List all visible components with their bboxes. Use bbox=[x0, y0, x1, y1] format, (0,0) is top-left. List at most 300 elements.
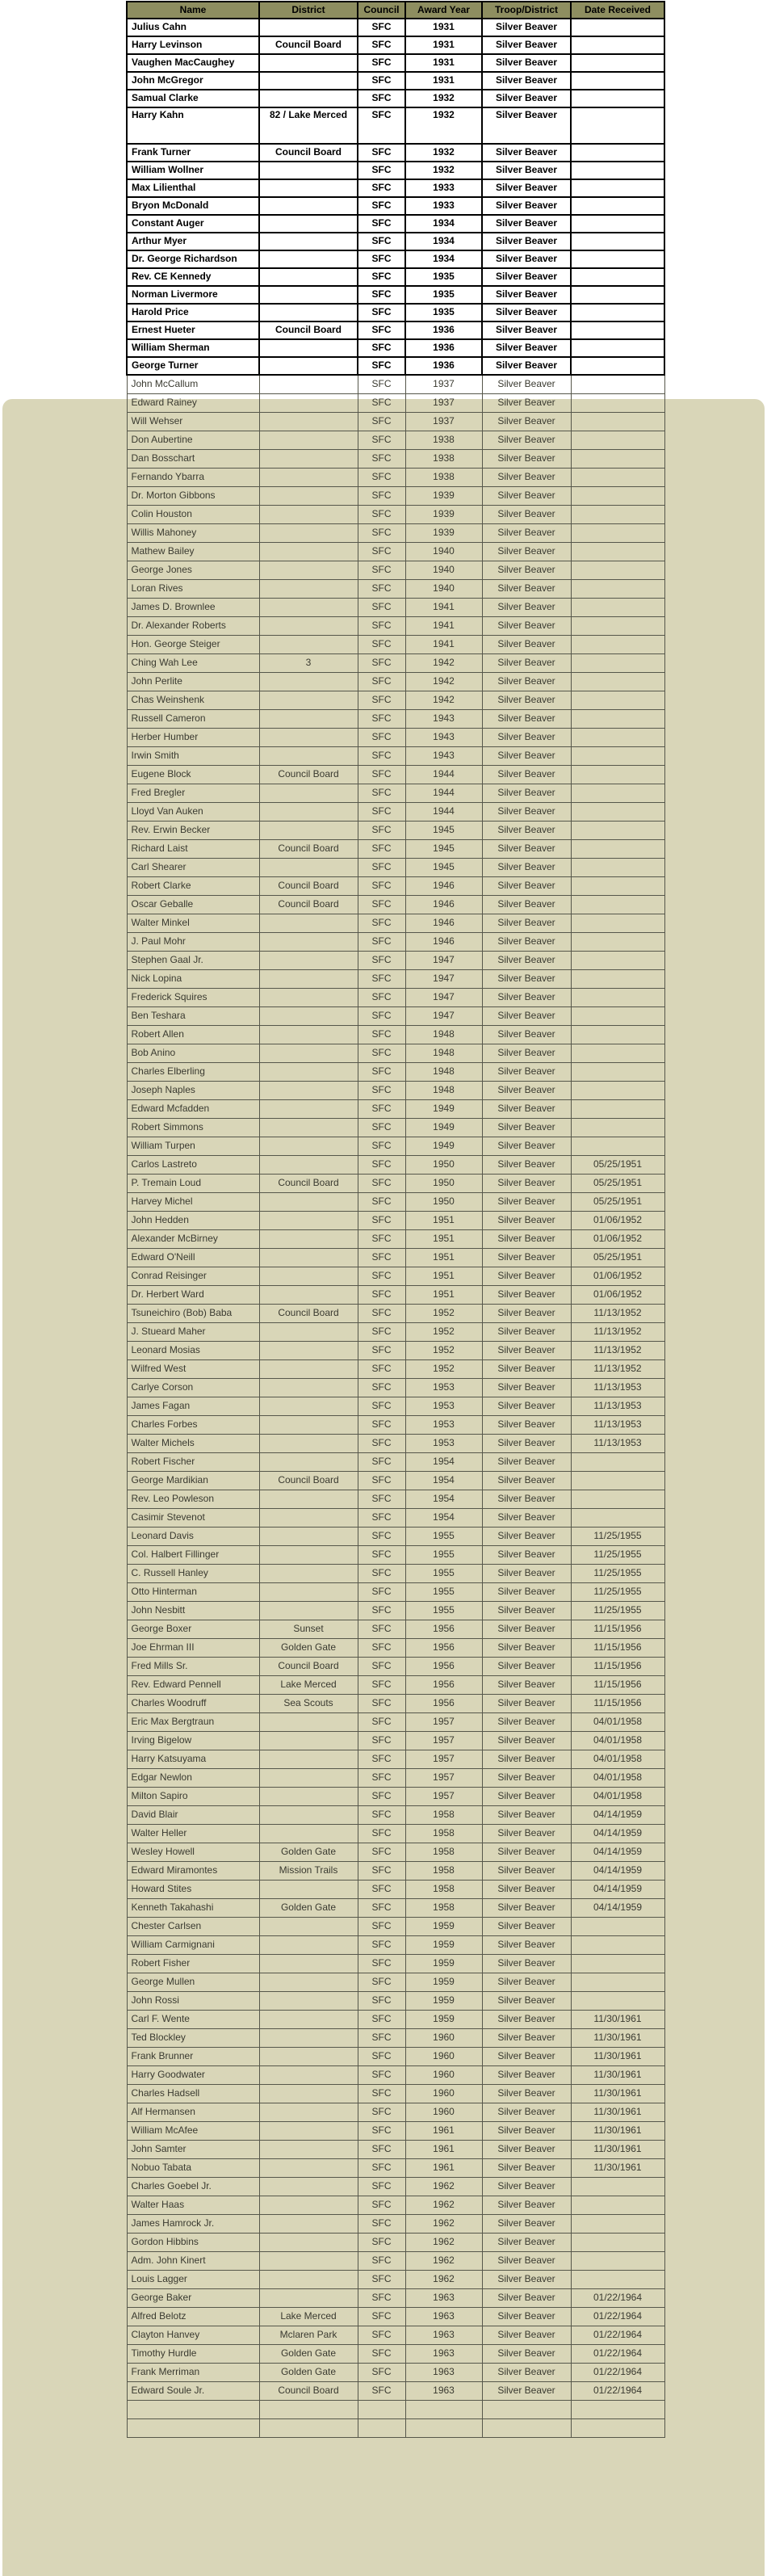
table-row bbox=[127, 1546, 664, 1565]
cell-district: Council Board bbox=[259, 896, 358, 914]
cell-date-received: 01/22/1964 bbox=[571, 2345, 664, 2364]
cell-date-received: 11/30/1961 bbox=[571, 2029, 664, 2048]
cell-award-year: 1957 bbox=[405, 1769, 482, 1788]
cell-troop-district: Silver Beaver bbox=[482, 1305, 571, 1323]
cell-date-received bbox=[571, 636, 664, 654]
cell-date-received: 11/25/1955 bbox=[571, 1528, 664, 1546]
cell-council: SFC bbox=[358, 1658, 405, 1676]
cell-council: SFC bbox=[358, 2252, 405, 2271]
cell-troop-district: Silver Beaver bbox=[482, 2141, 571, 2159]
cell-troop-district: Silver Beaver bbox=[482, 970, 571, 989]
cell-award-year: 1947 bbox=[405, 970, 482, 989]
table-row bbox=[127, 1899, 664, 1918]
cell-district bbox=[259, 747, 358, 766]
cell-council: SFC bbox=[358, 989, 405, 1007]
cell-council: SFC bbox=[358, 1509, 405, 1528]
cell-name: Eugene Block bbox=[127, 766, 259, 784]
cell-name: Harry Kahn bbox=[127, 107, 259, 144]
cell-district: Sunset bbox=[259, 1620, 358, 1639]
cell-troop-district: Silver Beaver bbox=[482, 215, 571, 233]
cell-name: Charles Forbes bbox=[127, 1416, 259, 1435]
cell-troop-district: Silver Beaver bbox=[482, 1528, 571, 1546]
cell-award-year: 1961 bbox=[405, 2141, 482, 2159]
cell-council: SFC bbox=[358, 1156, 405, 1175]
cell-council: SFC bbox=[358, 1490, 405, 1509]
cell-award-year: 1959 bbox=[405, 1955, 482, 1973]
cell-troop-district: Silver Beaver bbox=[482, 1416, 571, 1435]
cell-award-year: 1952 bbox=[405, 1305, 482, 1323]
cell-date-received bbox=[571, 450, 664, 469]
cell-date-received bbox=[571, 1100, 664, 1119]
cell-district bbox=[259, 1788, 358, 1806]
cell-award-year: 1935 bbox=[405, 304, 482, 321]
table-row bbox=[127, 19, 664, 36]
cell-troop-district: Silver Beaver bbox=[482, 2345, 571, 2364]
cell-name: Walter Haas bbox=[127, 2196, 259, 2215]
cell-council bbox=[358, 2401, 405, 2419]
cell-name: George Jones bbox=[127, 561, 259, 580]
cell-name: Fred Bregler bbox=[127, 784, 259, 803]
cell-troop-district: Silver Beaver bbox=[482, 506, 571, 524]
cell-troop-district: Silver Beaver bbox=[482, 1732, 571, 1750]
cell-award-year: 1960 bbox=[405, 2029, 482, 2048]
cell-date-received bbox=[571, 321, 664, 339]
cell-name bbox=[127, 2419, 259, 2438]
cell-district bbox=[259, 1416, 358, 1435]
cell-council: SFC bbox=[358, 36, 405, 54]
cell-district: Council Board bbox=[259, 840, 358, 859]
cell-name: Dr. Morton Gibbons bbox=[127, 487, 259, 506]
cell-award-year: 1958 bbox=[405, 1825, 482, 1843]
cell-district bbox=[259, 197, 358, 215]
cell-award-year: 1933 bbox=[405, 179, 482, 197]
table-row bbox=[127, 1918, 664, 1936]
cell-award-year: 1945 bbox=[405, 859, 482, 877]
cell-troop-district: Silver Beaver bbox=[482, 896, 571, 914]
cell-award-year: 1941 bbox=[405, 599, 482, 617]
cell-name: Samual Clarke bbox=[127, 90, 259, 107]
cell-council: SFC bbox=[358, 233, 405, 250]
cell-name: Joseph Naples bbox=[127, 1082, 259, 1100]
cell-name: Chester Carlsen bbox=[127, 1918, 259, 1936]
cell-name: Charles Hadsell bbox=[127, 2085, 259, 2103]
table-row bbox=[127, 822, 664, 840]
cell-date-received bbox=[571, 1119, 664, 1137]
cell-district bbox=[259, 1379, 358, 1397]
cell-name: Kenneth Takahashi bbox=[127, 1899, 259, 1918]
cell-council: SFC bbox=[358, 1435, 405, 1453]
cell-award-year: 1950 bbox=[405, 1193, 482, 1212]
cell-award-year: 1959 bbox=[405, 1973, 482, 1992]
cell-date-received: 11/30/1961 bbox=[571, 2141, 664, 2159]
cell-council: SFC bbox=[358, 2048, 405, 2066]
cell-award-year: 1946 bbox=[405, 933, 482, 952]
cell-award-year: 1962 bbox=[405, 2234, 482, 2252]
cell-district bbox=[259, 2234, 358, 2252]
cell-award-year: 1934 bbox=[405, 250, 482, 268]
cell-name: Fred Mills Sr. bbox=[127, 1658, 259, 1676]
cell-date-received: 11/30/1961 bbox=[571, 2048, 664, 2066]
table-row bbox=[127, 543, 664, 561]
cell-date-received bbox=[571, 1936, 664, 1955]
table-row bbox=[127, 1360, 664, 1379]
cell-award-year: 1941 bbox=[405, 636, 482, 654]
cell-council: SFC bbox=[358, 321, 405, 339]
cell-date-received bbox=[571, 19, 664, 36]
column-header-date-received: Date Received bbox=[571, 2, 664, 19]
table-row bbox=[127, 233, 664, 250]
table-row bbox=[127, 1528, 664, 1546]
cell-district bbox=[259, 524, 358, 543]
table-row bbox=[127, 413, 664, 431]
cell-troop-district: Silver Beaver bbox=[482, 1490, 571, 1509]
table-row bbox=[127, 2103, 664, 2122]
cell-date-received bbox=[571, 215, 664, 233]
cell-date-received bbox=[571, 1973, 664, 1992]
table-row bbox=[127, 304, 664, 321]
cell-troop-district: Silver Beaver bbox=[482, 1044, 571, 1063]
cell-name: Rev. Leo Powleson bbox=[127, 1490, 259, 1509]
cell-date-received bbox=[571, 36, 664, 54]
table-row bbox=[127, 1379, 664, 1397]
table-row bbox=[127, 469, 664, 487]
cell-council: SFC bbox=[358, 1063, 405, 1082]
cell-district: Golden Gate bbox=[259, 1639, 358, 1658]
cell-council: SFC bbox=[358, 304, 405, 321]
cell-troop-district: Silver Beaver bbox=[482, 233, 571, 250]
cell-council: SFC bbox=[358, 1862, 405, 1881]
cell-date-received: 01/22/1964 bbox=[571, 2326, 664, 2345]
column-header-district: District bbox=[259, 2, 358, 19]
cell-award-year: 1959 bbox=[405, 2011, 482, 2029]
cell-district bbox=[259, 803, 358, 822]
cell-troop-district: Silver Beaver bbox=[482, 691, 571, 710]
table-row bbox=[127, 1435, 664, 1453]
cell-troop-district: Silver Beaver bbox=[482, 1137, 571, 1156]
cell-council: SFC bbox=[358, 2159, 405, 2178]
cell-council: SFC bbox=[358, 197, 405, 215]
cell-date-received bbox=[571, 72, 664, 90]
cell-council: SFC bbox=[358, 2196, 405, 2215]
cell-district bbox=[259, 2011, 358, 2029]
cell-district bbox=[259, 822, 358, 840]
cell-council: SFC bbox=[358, 561, 405, 580]
cell-council: SFC bbox=[358, 1379, 405, 1397]
cell-troop-district: Silver Beaver bbox=[482, 822, 571, 840]
cell-council: SFC bbox=[358, 431, 405, 450]
cell-date-received: 11/30/1961 bbox=[571, 2066, 664, 2085]
table-row bbox=[127, 1193, 664, 1212]
cell-district bbox=[259, 304, 358, 321]
cell-council: SFC bbox=[358, 1769, 405, 1788]
cell-name: Leonard Davis bbox=[127, 1528, 259, 1546]
cell-award-year: 1958 bbox=[405, 1862, 482, 1881]
cell-district bbox=[259, 2048, 358, 2066]
cell-district bbox=[259, 413, 358, 431]
cell-name: George Mullen bbox=[127, 1973, 259, 1992]
cell-troop-district: Silver Beaver bbox=[482, 1936, 571, 1955]
cell-troop-district: Silver Beaver bbox=[482, 1509, 571, 1528]
cell-name: Stephen Gaal Jr. bbox=[127, 952, 259, 970]
table-row bbox=[127, 933, 664, 952]
cell-name: Edward Soule Jr. bbox=[127, 2382, 259, 2401]
cell-council: SFC bbox=[358, 2141, 405, 2159]
cell-district: Lake Merced bbox=[259, 2308, 358, 2326]
cell-council: SFC bbox=[358, 2066, 405, 2085]
cell-council: SFC bbox=[358, 673, 405, 691]
cell-name: Charles Woodruff bbox=[127, 1695, 259, 1713]
cell-district bbox=[259, 1119, 358, 1137]
cell-award-year bbox=[405, 2419, 482, 2438]
cell-award-year: 1948 bbox=[405, 1082, 482, 1100]
cell-troop-district: Silver Beaver bbox=[482, 580, 571, 599]
cell-troop-district: Silver Beaver bbox=[482, 90, 571, 107]
table-row bbox=[127, 710, 664, 729]
cell-date-received bbox=[571, 766, 664, 784]
cell-name: Rev. Edward Pennell bbox=[127, 1676, 259, 1695]
cell-troop-district: Silver Beaver bbox=[482, 561, 571, 580]
cell-council: SFC bbox=[358, 286, 405, 304]
cell-troop-district: Silver Beaver bbox=[482, 1472, 571, 1490]
cell-date-received bbox=[571, 487, 664, 506]
cell-name: George Baker bbox=[127, 2289, 259, 2308]
cell-award-year: 1963 bbox=[405, 2382, 482, 2401]
cell-name: Bryon McDonald bbox=[127, 197, 259, 215]
cell-district bbox=[259, 1044, 358, 1063]
cell-date-received: 11/30/1961 bbox=[571, 2011, 664, 2029]
cell-name: John Nesbitt bbox=[127, 1602, 259, 1620]
cell-award-year: 1946 bbox=[405, 914, 482, 933]
cell-name: J. Stueard Maher bbox=[127, 1323, 259, 1342]
cell-troop-district: Silver Beaver bbox=[482, 286, 571, 304]
cell-district bbox=[259, 1082, 358, 1100]
table-row bbox=[127, 1044, 664, 1063]
cell-name: Wilfred West bbox=[127, 1360, 259, 1379]
cell-troop-district: Silver Beaver bbox=[482, 599, 571, 617]
table-row bbox=[127, 914, 664, 933]
cell-award-year: 1939 bbox=[405, 487, 482, 506]
cell-district bbox=[259, 2401, 358, 2419]
cell-council: SFC bbox=[358, 339, 405, 357]
cell-district: Council Board bbox=[259, 144, 358, 162]
cell-award-year: 1932 bbox=[405, 162, 482, 179]
cell-troop-district: Silver Beaver bbox=[482, 1583, 571, 1602]
cell-date-received: 11/13/1952 bbox=[571, 1323, 664, 1342]
table-row bbox=[127, 179, 664, 197]
table-row bbox=[127, 2419, 664, 2438]
cell-district bbox=[259, 250, 358, 268]
table-row bbox=[127, 1602, 664, 1620]
cell-date-received bbox=[571, 952, 664, 970]
cell-name: Ernest Hueter bbox=[127, 321, 259, 339]
cell-troop-district bbox=[482, 2419, 571, 2438]
cell-troop-district: Silver Beaver bbox=[482, 1007, 571, 1026]
cell-date-received bbox=[571, 914, 664, 933]
table-row bbox=[127, 1472, 664, 1490]
cell-council: SFC bbox=[358, 914, 405, 933]
cell-date-received: 11/13/1953 bbox=[571, 1435, 664, 1453]
cell-troop-district: Silver Beaver bbox=[482, 107, 571, 144]
cell-district: Golden Gate bbox=[259, 2345, 358, 2364]
cell-award-year: 1936 bbox=[405, 321, 482, 339]
cell-name: Walter Heller bbox=[127, 1825, 259, 1843]
cell-district: Sea Scouts bbox=[259, 1695, 358, 1713]
cell-council: SFC bbox=[358, 1397, 405, 1416]
cell-date-received bbox=[571, 524, 664, 543]
table-row bbox=[127, 877, 664, 896]
cell-award-year: 1963 bbox=[405, 2364, 482, 2382]
column-header-troop-district: Troop/District bbox=[482, 2, 571, 19]
cell-date-received bbox=[571, 617, 664, 636]
cell-district bbox=[259, 215, 358, 233]
cell-award-year: 1953 bbox=[405, 1397, 482, 1416]
cell-award-year: 1954 bbox=[405, 1472, 482, 1490]
table-row bbox=[127, 431, 664, 450]
cell-council: SFC bbox=[358, 90, 405, 107]
cell-name: Rev. CE Kennedy bbox=[127, 268, 259, 286]
cell-district: Mission Trails bbox=[259, 1862, 358, 1881]
cell-district bbox=[259, 1435, 358, 1453]
cell-council: SFC bbox=[358, 1676, 405, 1695]
table-row bbox=[127, 1732, 664, 1750]
cell-name: Norman Livermore bbox=[127, 286, 259, 304]
cell-district bbox=[259, 2252, 358, 2271]
cell-district bbox=[259, 1230, 358, 1249]
cell-date-received: 11/15/1956 bbox=[571, 1658, 664, 1676]
cell-award-year: 1949 bbox=[405, 1137, 482, 1156]
cell-date-received bbox=[571, 413, 664, 431]
cell-district bbox=[259, 1918, 358, 1936]
cell-name: John McCallum bbox=[127, 375, 259, 394]
cell-date-received: 05/25/1951 bbox=[571, 1249, 664, 1267]
cell-district bbox=[259, 2085, 358, 2103]
cell-date-received: 01/06/1952 bbox=[571, 1230, 664, 1249]
table-row bbox=[127, 1565, 664, 1583]
cell-district bbox=[259, 1881, 358, 1899]
table-row bbox=[127, 2364, 664, 2382]
cell-name: Russell Cameron bbox=[127, 710, 259, 729]
cell-award-year: 1945 bbox=[405, 822, 482, 840]
cell-troop-district: Silver Beaver bbox=[482, 1063, 571, 1082]
table-row bbox=[127, 803, 664, 822]
cell-council: SFC bbox=[358, 413, 405, 431]
table-row bbox=[127, 1100, 664, 1119]
cell-award-year: 1956 bbox=[405, 1620, 482, 1639]
cell-district bbox=[259, 90, 358, 107]
cell-date-received bbox=[571, 877, 664, 896]
cell-award-year: 1958 bbox=[405, 1806, 482, 1825]
cell-council: SFC bbox=[358, 803, 405, 822]
cell-troop-district: Silver Beaver bbox=[482, 543, 571, 561]
cell-district bbox=[259, 1973, 358, 1992]
cell-troop-district: Silver Beaver bbox=[482, 339, 571, 357]
cell-council: SFC bbox=[358, 357, 405, 375]
cell-date-received bbox=[571, 2401, 664, 2419]
cell-council: SFC bbox=[358, 636, 405, 654]
cell-district bbox=[259, 1007, 358, 1026]
table-row bbox=[127, 1490, 664, 1509]
cell-troop-district: Silver Beaver bbox=[482, 304, 571, 321]
table-row bbox=[127, 90, 664, 107]
cell-district bbox=[259, 1286, 358, 1305]
cell-troop-district: Silver Beaver bbox=[482, 2178, 571, 2196]
cell-date-received: 11/13/1952 bbox=[571, 1342, 664, 1360]
table-row bbox=[127, 766, 664, 784]
cell-date-received: 01/06/1952 bbox=[571, 1267, 664, 1286]
cell-troop-district: Silver Beaver bbox=[482, 1082, 571, 1100]
cell-name: William Sherman bbox=[127, 339, 259, 357]
cell-district bbox=[259, 543, 358, 561]
cell-name: Richard Laist bbox=[127, 840, 259, 859]
cell-troop-district: Silver Beaver bbox=[482, 784, 571, 803]
cell-date-received: 11/30/1961 bbox=[571, 2122, 664, 2141]
cell-date-received: 04/01/1958 bbox=[571, 1732, 664, 1750]
cell-troop-district: Silver Beaver bbox=[482, 1862, 571, 1881]
table-row bbox=[127, 2215, 664, 2234]
table-row bbox=[127, 1342, 664, 1360]
cell-council: SFC bbox=[358, 1713, 405, 1732]
cell-district bbox=[259, 1397, 358, 1416]
cell-troop-district: Silver Beaver bbox=[482, 1249, 571, 1267]
cell-name: James Fagan bbox=[127, 1397, 259, 1416]
cell-district bbox=[259, 1583, 358, 1602]
cell-council: SFC bbox=[358, 617, 405, 636]
cell-name: Mathew Bailey bbox=[127, 543, 259, 561]
cell-council: SFC bbox=[358, 1899, 405, 1918]
table-row bbox=[127, 162, 664, 179]
cell-council: SFC bbox=[358, 162, 405, 179]
cell-award-year: 1935 bbox=[405, 286, 482, 304]
table-row bbox=[127, 1267, 664, 1286]
cell-date-received: 04/14/1959 bbox=[571, 1881, 664, 1899]
cell-district bbox=[259, 710, 358, 729]
cell-date-received: 01/06/1952 bbox=[571, 1286, 664, 1305]
cell-district bbox=[259, 1137, 358, 1156]
cell-troop-district: Silver Beaver bbox=[482, 2364, 571, 2382]
cell-council: SFC bbox=[358, 506, 405, 524]
table-row bbox=[127, 1137, 664, 1156]
table-row bbox=[127, 1769, 664, 1788]
table-row bbox=[127, 1881, 664, 1899]
cell-troop-district: Silver Beaver bbox=[482, 2011, 571, 2029]
cell-district bbox=[259, 989, 358, 1007]
cell-date-received bbox=[571, 54, 664, 72]
cell-council: SFC bbox=[358, 1267, 405, 1286]
cell-date-received: 01/22/1964 bbox=[571, 2382, 664, 2401]
cell-name: Adm. John Kinert bbox=[127, 2252, 259, 2271]
cell-name: Ching Wah Lee bbox=[127, 654, 259, 673]
cell-district: Mclaren Park bbox=[259, 2326, 358, 2345]
cell-council: SFC bbox=[358, 1137, 405, 1156]
cell-council: SFC bbox=[358, 394, 405, 413]
cell-troop-district: Silver Beaver bbox=[482, 162, 571, 179]
cell-name: Wesley Howell bbox=[127, 1843, 259, 1862]
cell-name: Robert Fischer bbox=[127, 1453, 259, 1472]
cell-district bbox=[259, 2215, 358, 2234]
cell-troop-district: Silver Beaver bbox=[482, 1156, 571, 1175]
table-row bbox=[127, 970, 664, 989]
cell-district bbox=[259, 2289, 358, 2308]
table-row bbox=[127, 215, 664, 233]
cell-troop-district: Silver Beaver bbox=[482, 179, 571, 197]
cell-district bbox=[259, 859, 358, 877]
cell-district bbox=[259, 1509, 358, 1528]
cell-name: Joe Ehrman III bbox=[127, 1639, 259, 1658]
table-row bbox=[127, 1843, 664, 1862]
cell-name: Harry Katsuyama bbox=[127, 1750, 259, 1769]
cell-council: SFC bbox=[358, 1583, 405, 1602]
cell-award-year: 1952 bbox=[405, 1360, 482, 1379]
